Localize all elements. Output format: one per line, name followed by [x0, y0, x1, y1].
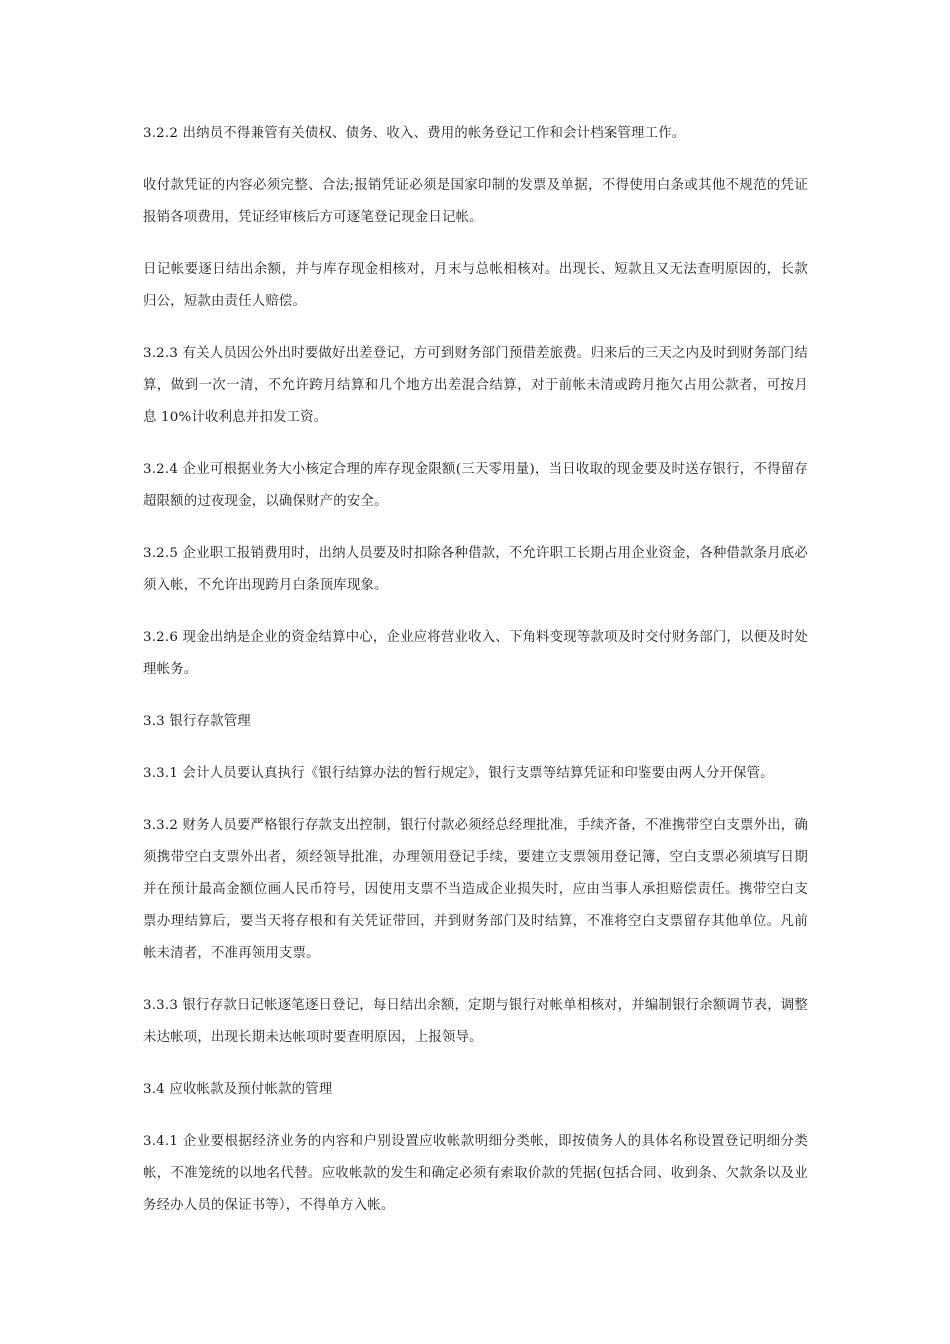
section-heading-3-4: 3.4 应收帐款及预付帐款的管理 — [143, 1082, 333, 1097]
paragraph-3-4-1: 3.4.1 企业要根据经济业务的内容和户别设置应收帐款明细分类帐，即按债务人的具体名称设置登记明细分类帐，不准笼统的以地名代替。应收帐款的发生和确定必须有索取价款的凭据(包括合同、收到条、欠款条以及业务经办人员的保证书等），不得单方入帐。 — [143, 1134, 808, 1213]
paragraph-3-3-3: 3.3.3 银行存款日记帐逐笔逐日登记，每日结出余额，定期与银行对帐单相核对，并编制银行余额调节表，调整未达帐项，出现长期未达帐项时要查明原因，上报领导。 — [143, 998, 808, 1045]
paragraph-daily-journal: 日记帐要逐日结出余额，并与库存现金相核对，月末与总帐相核对。出现长、短款且又无法查明原因的，长款归公，短款由责任人赔偿。 — [143, 262, 808, 309]
paragraph-3-3-2: 3.3.2 财务人员要严格银行存款支出控制，银行付款必须经总经理批准，手续齐备，不准携带空白支票外出，确须携带空白支票外出者，须经领导批准，办理领用登记手续，要建立支票领用登记簿，空白支票必须填写日期并在预计最高金额位画人民币符号，因使用支票不当造成企业损失时，应由当事人承担赔偿责任。携带空白支票办理结算后，要当天将存根和有关凭证带回，并到财务部门及时结算，不准将空白支票留存其他单位。凡前帐未清者，不准再领用支票。 — [143, 818, 808, 961]
paragraph-3-2-5: 3.2.5 企业职工报销费用时，出纳人员要及时扣除各种借款，不允许职工长期占用企业资金，各种借款条月底必须入帐，不允许出现跨月白条顶库现象。 — [143, 546, 808, 593]
paragraph-3-2-4: 3.2.4 企业可根据业务大小核定合理的库存现金限额(三天零用量)，当日收取的现金要及时送存银行，不得留存超限额的过夜现金，以确保财产的安全。 — [143, 462, 808, 509]
paragraph-voucher-content: 收付款凭证的内容必须完整、合法;报销凭证必须是国家印制的发票及单据，不得使用白条或其他不规范的凭证报销各项费用，凭证经审核后方可逐笔登记现金日记帐。 — [143, 178, 808, 225]
paragraph-3-3-1: 3.3.1 会计人员要认真执行《银行结算办法的暂行规定》，银行支票等结算凭证和印鉴要由两人分开保管。 — [143, 766, 774, 781]
paragraph-3-2-2: 3.2.2 出纳员不得兼管有关债权、债务、收入、费用的帐务登记工作和会计档案管理工作。 — [143, 126, 686, 141]
document-body — [143, 118, 808, 1242]
paragraph-3-2-6: 3.2.6 现金出纳是企业的资金结算中心，企业应将营业收入、下角料变现等款项及时交付财务部门，以便及时处理帐务。 — [143, 630, 808, 677]
section-heading-3-3: 3.3 银行存款管理 — [143, 714, 251, 729]
paragraph-3-2-3: 3.2.3 有关人员因公外出时要做好出差登记，方可到财务部门预借差旅费。归来后的三天之内及时到财务部门结算，做到一次一清，不允许跨月结算和几个地方出差混合结算，对于前帐未清或跨月拖欠占用公款者，可按月息 10%计收利息并扣发工资。 — [143, 346, 808, 425]
